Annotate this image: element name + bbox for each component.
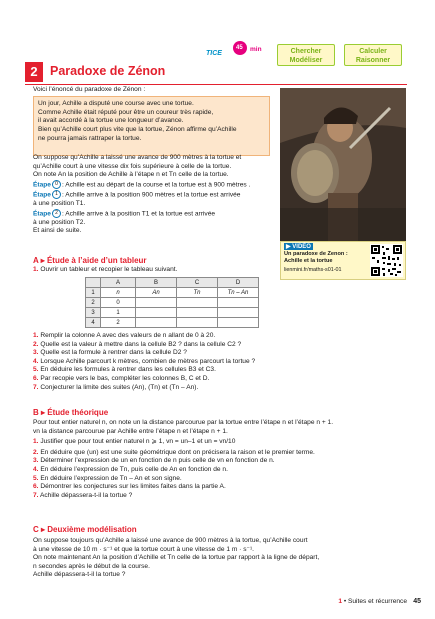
table-cell	[177, 318, 218, 328]
table-cell	[136, 318, 177, 328]
question-item	[33, 438, 333, 447]
exercise-title: Paradoxe de Zénon	[50, 64, 166, 78]
section-title: Étude théorique	[47, 408, 109, 417]
question-number: 3.	[33, 349, 39, 357]
question-text: Conjecturer la limite des suites (An), (Tn) et (Tn – An).	[40, 383, 199, 391]
question-text: Remplir la colonne A avec des valeurs de n allant de 0 à 20.	[40, 332, 216, 339]
section-title: Étude à l’aide d’un tableur	[46, 256, 147, 265]
table-cell	[86, 278, 101, 288]
story-box	[33, 96, 270, 156]
section-b-heading	[33, 408, 108, 417]
question-number: 1.	[33, 266, 39, 273]
table-cell: 4	[86, 318, 101, 328]
spreadsheet-table	[85, 277, 259, 328]
table-cell: 2	[101, 318, 136, 328]
question-number: 1.	[33, 438, 39, 446]
setup-line: On suppose qu’Achille a laissé une avance de 900 mètres à la tortue et	[33, 154, 242, 161]
question-text: En déduire les formules à rentrer dans les cellules B3 et C3.	[40, 366, 216, 374]
table-cell: B	[136, 278, 177, 288]
chapter-title: Suites et récurrence	[347, 598, 407, 605]
question-item	[33, 384, 255, 393]
table-cell: 0	[101, 298, 136, 308]
question-number: 6.	[33, 483, 39, 491]
tag-line: Calculer	[359, 48, 387, 55]
paragraph-line: à une vitesse de 10 m · s⁻¹ et que la tortue court à une vitesse de 1 m · s⁻¹.	[33, 545, 254, 553]
setup-line: On note An la position de Achille à l’étape n et Tn celle de la tortue.	[33, 171, 229, 179]
question-item	[33, 475, 333, 484]
etape-number: 1	[52, 190, 61, 199]
section-a-questions	[33, 332, 255, 392]
section-b-body	[33, 419, 333, 500]
play-icon: ▶	[286, 244, 293, 250]
timer-unit: min	[250, 46, 262, 53]
etape-label: Étape	[33, 181, 51, 189]
competence-tag-calculer	[344, 44, 402, 66]
question-item	[33, 449, 333, 458]
etape-number: 2	[52, 209, 61, 218]
title-rule	[25, 84, 407, 85]
question-number: 3.	[33, 457, 39, 465]
question-item	[33, 266, 177, 275]
section-letter: C	[33, 525, 39, 534]
section-title: Deuxième modélisation	[47, 525, 137, 534]
etape-number: 0	[52, 180, 61, 189]
video-link[interactable]: lienmini.fr/maths-s01-01	[284, 267, 342, 273]
table-cell	[218, 298, 259, 308]
tag-line: Raisonner	[355, 57, 391, 64]
paragraph-line: On suppose toujours qu’Achille a laissé une avance de 900 mètres à la tortue, qu’Achille court	[33, 537, 308, 544]
question-text: Lorsque Achille parcourt k mètres, combien de mètres parcourt la tortue ?	[40, 357, 256, 365]
paragraph-line: Pour tout entier naturel n, on note un la distance parcourue par la tortue entre l’étape n et l’étape n + 1.	[33, 419, 334, 426]
table-cell	[136, 308, 177, 318]
question-number: 7.	[33, 383, 39, 391]
question-text: En déduire l’expression de Tn – An et son signe.	[40, 474, 182, 482]
etape-line	[33, 190, 273, 200]
table-header-row	[86, 278, 259, 288]
table-cell	[177, 308, 218, 318]
page-number: 45	[413, 598, 421, 605]
etape-line: à une position T1.	[33, 200, 86, 208]
etape-text: : Achille arrive à la position T1 et la tortue est arrivée	[61, 209, 216, 217]
question-text: Achille dépassera-t-il la tortue ?	[39, 491, 133, 499]
paragraph-line: Achille dépassera-t-il la tortue ?	[33, 571, 126, 579]
story-line: Un jour, Achille a disputé une course avec une tortue.	[38, 100, 194, 107]
table-cell	[218, 308, 259, 318]
section-a-heading	[33, 256, 147, 265]
question-number: 1.	[33, 332, 39, 339]
etape-label: Étape	[33, 191, 51, 199]
question-text: Déterminer l’expression de un en fonction de n puis celle de vn en fonction de n.	[40, 457, 275, 465]
table-row	[86, 308, 259, 318]
section-c-heading	[33, 525, 137, 534]
question-text: Démontrer les conjectures sur les limites faites dans la partie A.	[40, 483, 226, 491]
question-item	[33, 483, 333, 492]
table-cell: 2	[86, 298, 101, 308]
question-item	[33, 375, 255, 384]
etape-line: à une position T2.	[33, 218, 86, 226]
question-number: 2.	[33, 340, 39, 348]
question-text: Quelle est la formule à rentrer dans la cellule D2 ?	[40, 349, 187, 357]
story-line: ne pourra jamais rattraper la tortue.	[38, 134, 142, 142]
question-text: Ouvrir un tableur et recopier le tableau suivant.	[40, 266, 178, 273]
table-cell: Tn – An	[218, 288, 259, 298]
question-number: 5.	[33, 474, 39, 482]
question-item	[33, 466, 333, 475]
question-number: 4.	[33, 357, 39, 365]
chapter-number: 1	[338, 598, 342, 605]
chapter-footer: 1 • Suites et récurrence	[338, 598, 407, 605]
question-number: 2.	[33, 448, 39, 456]
etape-text: : Achille est au départ de la course et la tortue est à 900 mètres .	[61, 181, 251, 189]
table-cell: D	[218, 278, 259, 288]
setup-paragraph	[33, 154, 273, 236]
question-text: En déduire l’expression de Tn, puis celle de An en fonction de n.	[40, 465, 228, 473]
question-number: 6.	[33, 374, 39, 382]
table-cell: 3	[86, 308, 101, 318]
achilles-photo	[280, 88, 406, 241]
qr-code[interactable]	[370, 244, 403, 277]
table-cell	[218, 318, 259, 328]
story-line: Bien qu’Achille court plus vite que la tortue, Zénon affirme qu’Achille	[38, 126, 237, 134]
section-letter: B	[33, 408, 39, 417]
etape-line: Et ainsi de suite.	[33, 227, 82, 235]
table-cell: A	[101, 278, 136, 288]
question-number: 5.	[33, 366, 39, 374]
section-c-body	[33, 537, 319, 580]
table-cell	[136, 298, 177, 308]
question-text: En déduire que (un) est une suite géométrique dont on précisera la raison et le premier terme.	[40, 448, 315, 456]
etape-line	[33, 209, 273, 219]
question-text: Par recopie vers le bas, compléter les colonnes B, C et D.	[40, 374, 210, 382]
question-text: Quelle est la valeur à mettre dans la cellule B2 ? dans la cellule C2 ?	[40, 340, 242, 348]
table-cell: n	[101, 288, 136, 298]
question-item	[33, 366, 255, 375]
etape-label: Étape	[33, 209, 51, 217]
question-item	[33, 341, 255, 350]
timer-value: 45	[236, 45, 243, 51]
tice-label: TICE	[206, 50, 222, 57]
arrow-icon: ▸	[41, 408, 46, 417]
video-label	[284, 243, 313, 250]
paragraph-line: On note maintenant An la position d’Achille et Tn celle de la tortue par rapport à la ligne de départ,	[33, 554, 320, 562]
table-row	[86, 318, 259, 328]
table-cell: 1	[101, 308, 136, 318]
etape-line	[33, 180, 273, 190]
table-cell: An	[136, 288, 177, 298]
question-item	[33, 349, 255, 358]
setup-line: qu’Achille court à une vitesse dix fois supérieure à celle de la tortue.	[33, 162, 232, 170]
arrow-icon: ▸	[40, 256, 45, 265]
section-letter: A	[33, 256, 39, 265]
question-item	[33, 358, 255, 367]
table-cell: 1	[86, 288, 101, 298]
question-text: Justifier que pour tout entier naturel n ⩾ 1, vn = un–1 et un = vn/10	[40, 438, 236, 446]
video-title[interactable]: Un paradoxe de Zenon : Achille et la tortue	[284, 251, 348, 264]
story-line: il avait accordé à la tortue une longueur d’avance.	[38, 117, 184, 125]
table-row	[86, 288, 259, 298]
table-row	[86, 298, 259, 308]
competence-tag-chercher	[277, 44, 335, 66]
arrow-icon: ▸	[41, 525, 46, 534]
video-label-text: VIDÉO	[292, 244, 311, 250]
question-item	[33, 457, 333, 466]
table-cell	[177, 298, 218, 308]
question-item	[33, 492, 333, 501]
paragraph-line: vn la distance parcourue par Achille entre l’étape n et l’étape n + 1.	[33, 427, 228, 435]
question-number: 4.	[33, 465, 39, 473]
table-cell: C	[177, 278, 218, 288]
question-number: 7.	[33, 491, 39, 499]
question-item	[33, 332, 255, 341]
etape-text: : Achille arrive à la position 900 mètres et la tortue est arrivée	[61, 191, 241, 199]
exercise-number: 2	[25, 62, 43, 82]
tag-line: Chercher	[290, 48, 322, 55]
paragraph-line: n secondes après le début de la course.	[33, 562, 150, 570]
intro-text: Voici l’énoncé du paradoxe de Zénon :	[33, 86, 146, 93]
story-line: Comme Achille était réputé pour être un coureur très rapide,	[38, 108, 214, 116]
tag-line: Modéliser	[289, 57, 323, 64]
table-cell: Tn	[177, 288, 218, 298]
